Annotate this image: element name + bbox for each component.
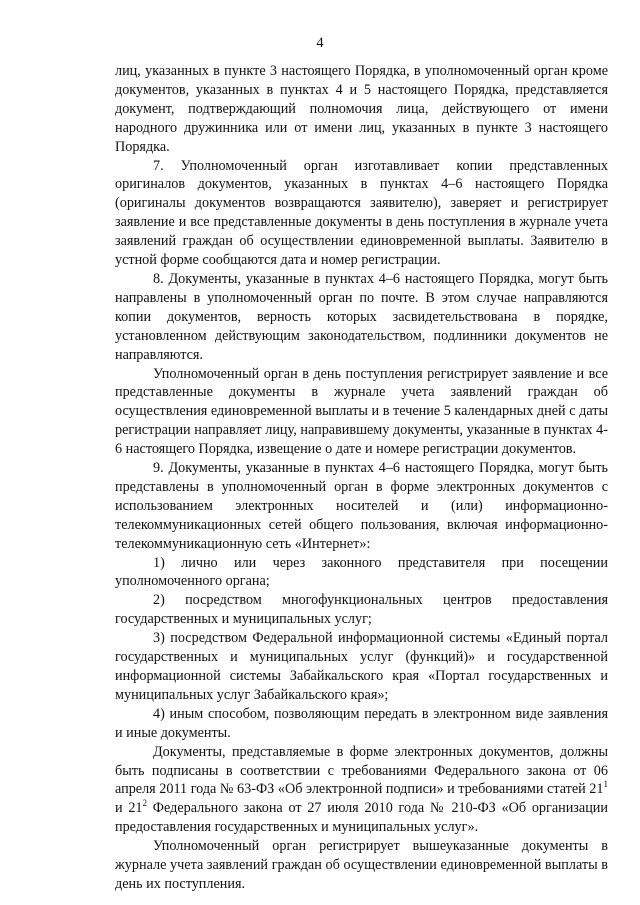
paragraph-item-8: 8. Документы, указанные в пунктах 4–6 настоящего Порядка, могут быть направлены в уполномоченный орган по почте. В этом случае направляются копии документов, верность которых засвидетельствована в порядке, установленном действующим законодательством, подлинники документов не направляются.	[115, 270, 608, 363]
superscript-2: 2	[142, 798, 148, 809]
list-item-4: 4) иным способом, позволяющим передать в электронном виде заявления и иные документы.	[115, 705, 608, 741]
paragraph-electronic-signature	[115, 743, 608, 838]
paragraph-electronic-signature-text: Документы, представляемые в форме электронных документов, должны быть подписаны в соответствии с требованиями Федерального закона от 06 апреля 2011 года № 63-ФЗ «Об электронной подписи» и требованиями статей 21	[115, 743, 608, 798]
document-body	[115, 62, 608, 894]
list-item-2: 2) посредством многофункциональных центров предоставления государственных и муниципальных услуг;	[115, 592, 608, 628]
superscript-1: 1	[603, 779, 608, 790]
paragraph-registration: Уполномоченный орган в день поступления регистрирует заявление и все представленные документы в журнале учета заявлений граждан об осуществления единовременной выплаты и в течение 5 календарных дней с даты регистрации направляет лицу, направившему документы, указанные в пунктах 4-6 настоящего Порядка, извещение о дате и номере регистрации документов.	[115, 365, 608, 458]
paragraph-continuation: лиц, указанных в пункте 3 настоящего Порядка, в уполномоченный орган кроме документов, указанных в пунктах 4 и 5 настоящего Порядка, представляется документ, подтверждающий полномочия лица, действующего от имени народного дружинника или от имени лиц, указанных в пункте 3 настоящего Порядка.	[115, 63, 608, 155]
paragraph-electronic-signature-rest: Федерального закона от 27 июля 2010 года № 210-ФЗ «Об организации предоставления государственных и муниципальных услуг».	[115, 800, 608, 836]
list-item-3: 3) посредством Федеральной информационной системы «Единый портал государственных и муниципальных услуг (функций)» и государственной информационной системы Забайкальского края «Портал государственных и муниципальных услуг Забайкальского края»;	[115, 630, 608, 703]
paragraph-item-9: 9. Документы, указанные в пунктах 4–6 настоящего Порядка, могут быть представлены в уполномоченный орган в форме электронных документов с использованием электронных носителей и (или) информационно-телекоммуникационных сетей общего пользования, включая информационно-телекоммуникационную сеть «Интернет»:	[115, 460, 608, 552]
paragraph-electronic-signature-between: и 21	[115, 800, 143, 817]
paragraph-item-7: 7. Уполномоченный орган изготавливает копии представленных оригиналов документов, указанных в пунктах 4–6 настоящего Порядка (оригиналы документов возвращаются заявителю), заверяет и регистрирует заявление и все представленные документы в день поступления в журнале учета заявлений граждан об осуществлении единовременной выплаты. Заявителю в устной форме сообщаются дата и номер регистрации.	[115, 157, 608, 269]
list-item-1: 1) лично или через законного представителя при посещении уполномоченного органа;	[115, 554, 608, 590]
page-number: 4	[316, 35, 324, 51]
paragraph-final: Уполномоченный орган регистрирует вышеуказанные документы в журнале учета заявлений граждан об осуществлении единовременной выплаты в день их поступления.	[115, 838, 608, 892]
